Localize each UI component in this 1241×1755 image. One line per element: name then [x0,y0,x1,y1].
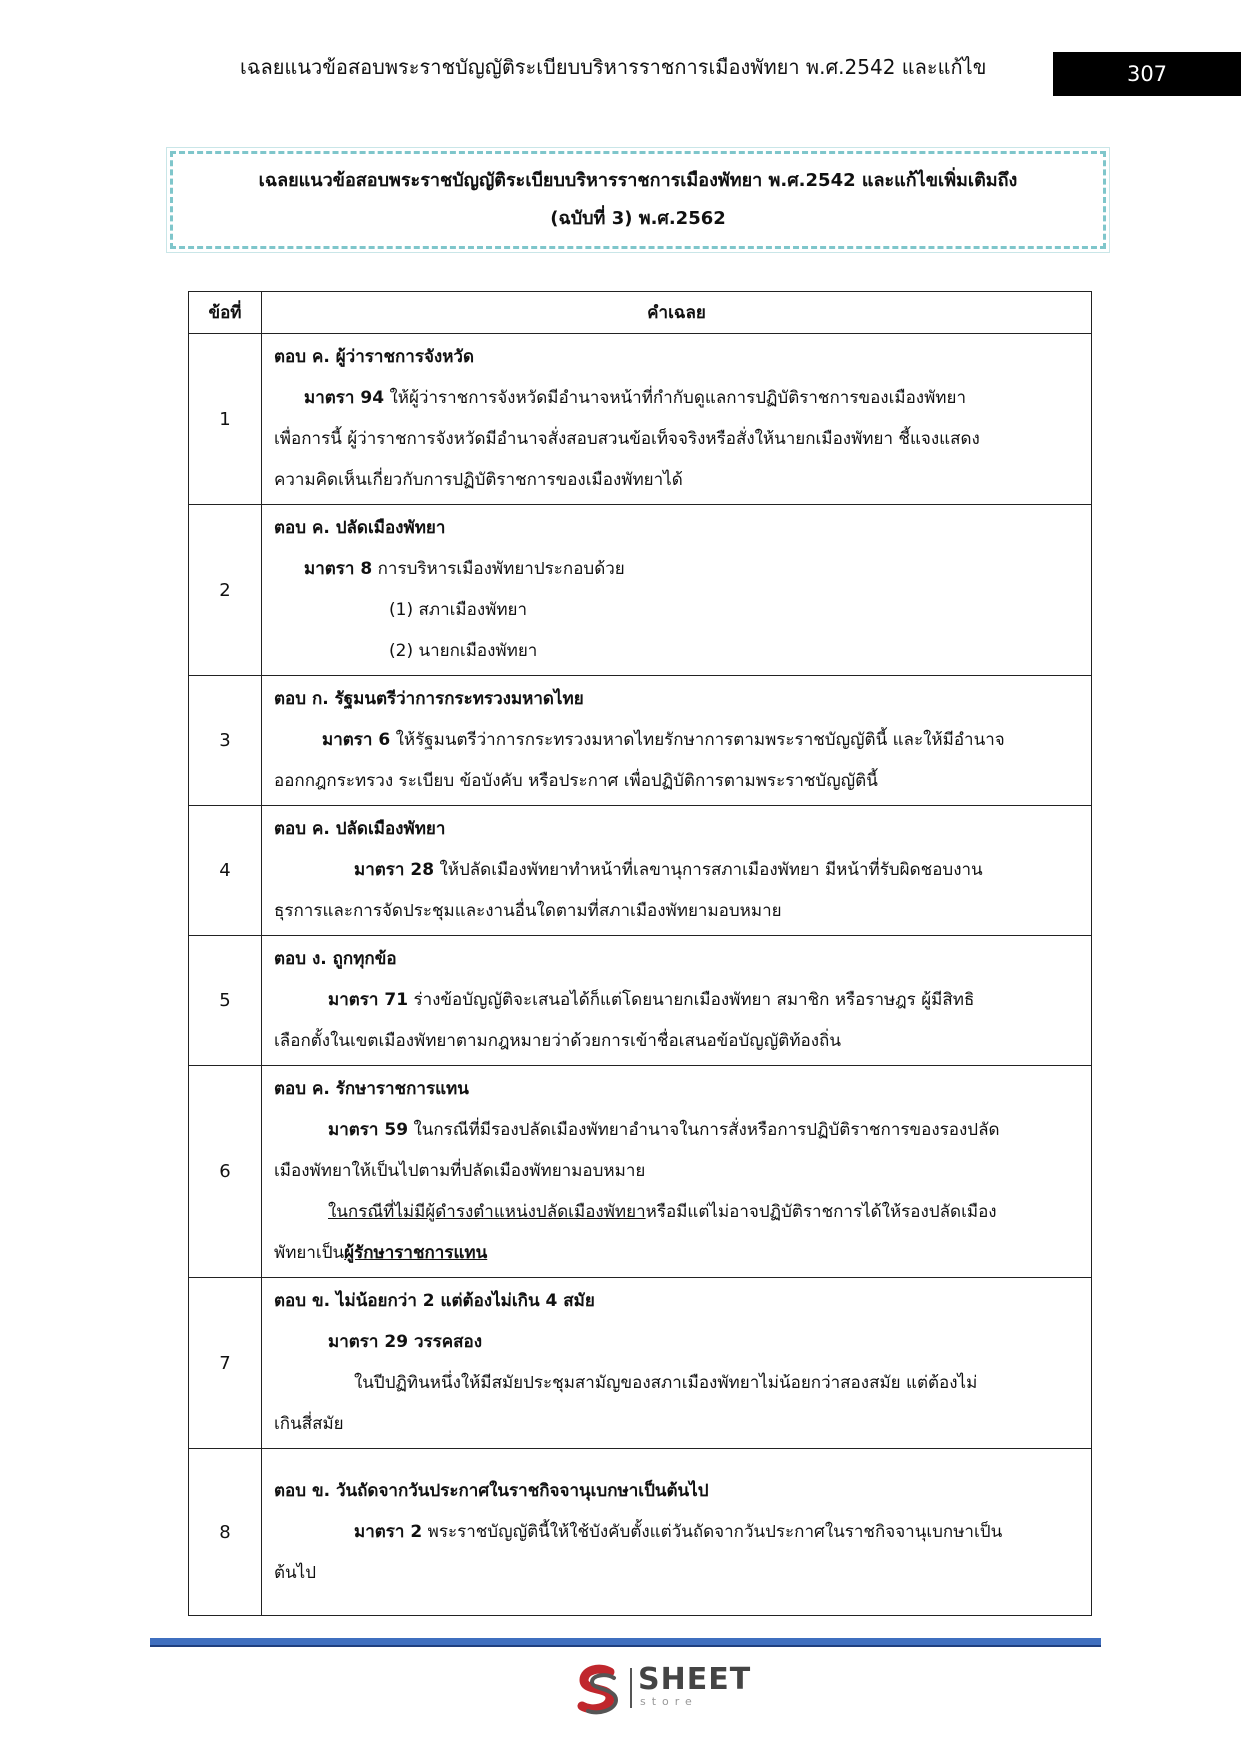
law-section: มาตรา 6 [322,730,391,750]
law-list-item: (1) สภาเมืองพัทยา [389,600,528,620]
answer-choice: ตอบ ค. ผู้ว่าราชการจังหวัด [274,347,474,367]
logo-wordmark: SHEET [638,1662,752,1697]
answer-choice: ตอบ ค. รักษาราชการแทน [274,1079,469,1099]
answer-choice: ตอบ ค. ปลัดเมืองพัทยา [274,518,446,538]
table-header-row [189,292,1092,334]
law-section: มาตรา 29 วรรคสอง [328,1332,483,1352]
law-text-line: เกินสี่สมัย [274,1414,344,1434]
answer-choice: ตอบ ข. วันถัดจากวันประกาศในราชกิจจานุเบกษาเป็นต้นไป [274,1480,709,1501]
law-text-line: มาตรา 6 ให้รัฐมนตรีว่าการกระทรวงมหาดไทยรักษาการตามพระราชบัญญัตินี้ และให้มีอำนาจ [322,730,1005,750]
underlined-clause: ในกรณีที่ไม่มีผู้ดำรงตำแหน่งปลัดเมืองพัทยา [328,1202,646,1222]
running-header-title: เฉลยแนวข้อสอบพระราชบัญญัติระเบียบบริหารราชการเมืองพัทยา พ.ศ.2542 และแก้ไข [240,55,987,79]
law-text-line: ต้นไป [274,1562,317,1583]
law-section: มาตรา 71 [328,990,409,1010]
answer-cell [262,676,1092,806]
law-text-line: เมืองพัทยาให้เป็นไปตามที่ปลัดเมืองพัทยามอบหมาย [274,1161,646,1181]
question-number: 2 [189,505,262,676]
logo-separator [630,1668,632,1708]
law-section: มาตรา 28 [354,860,435,880]
answer-cell [262,505,1092,676]
column-header-answer: คำเฉลย [262,292,1092,334]
answer-cell [262,334,1092,505]
law-text-line: เพื่อการนี้ ผู้ว่าราชการจังหวัดมีอำนาจสั่งสอบสวนข้อเท็จจริงหรือสั่งให้นายกเมืองพัทยา ชี้แจงแสดง [274,429,980,449]
law-list-item: (2) นายกเมืองพัทยา [389,641,538,661]
question-number: 8 [189,1449,262,1616]
table-row [189,936,1092,1066]
law-text-line: มาตรา 71 ร่างข้อบัญญัติจะเสนอได้ก็แต่โดยนายกเมืองพัทยา สมาชิก หรือราษฎร ผู้มีสิทธิ [328,990,975,1010]
answer-choice: ตอบ ข. ไม่น้อยกว่า 2 แต่ต้องไม่เกิน 4 สมัย [274,1291,595,1311]
table-row [189,1278,1092,1449]
table-row [189,505,1092,676]
law-section: มาตรา 94 [304,388,385,408]
question-number: 5 [189,936,262,1066]
table-row [189,676,1092,806]
answer-cell [262,806,1092,936]
footer-rule [150,1638,1101,1647]
column-header-number: ข้อที่ [189,292,262,334]
sheet-store-logo [570,1662,750,1718]
law-text-line: มาตรา 8 การบริหารเมืองพัทยาประกอบด้วย [304,559,625,579]
question-number: 4 [189,806,262,936]
law-text-line: ธุรการและการจัดประชุมและงานอื่นใดตามที่สภาเมืองพัทยามอบหมาย [274,901,782,921]
sheet-store-logo-icon [570,1662,626,1718]
section-title-line2: (ฉบับที่ 3) พ.ศ.2562 [550,208,726,229]
table-row [189,806,1092,936]
law-section: มาตรา 59 [328,1120,409,1140]
question-number: 1 [189,334,262,505]
highlighted-answer-term: ผู้รักษาราชการแทน [344,1243,488,1263]
law-text-line: มาตรา 28 ให้ปลัดเมืองพัทยาทำหน้าที่เลขานุการสภาเมืองพัทยา มีหน้าที่รับผิดชอบงาน [354,860,983,880]
law-text-line: พัทยาเป็นผู้รักษาราชการแทน [274,1243,488,1263]
law-section: มาตรา 8 [304,559,373,579]
answer-cell [262,936,1092,1066]
law-text-line: มาตรา 2 พระราชบัญญัตินี้ให้ใช้บังคับตั้งแต่วันถัดจากวันประกาศในราชกิจจานุเบกษาเป็น [354,1521,1003,1542]
answer-cell [262,1449,1092,1616]
law-text-line: เลือกตั้งในเขตเมืองพัทยาตามกฎหมายว่าด้วยการเข้าชื่อเสนอข้อบัญญัติท้องถิ่น [274,1031,841,1051]
law-text-line: ความคิดเห็นเกี่ยวกับการปฏิบัติราชการของเมืองพัทยาได้ [274,470,683,490]
page-number: 307 [1053,52,1241,96]
answer-choice: ตอบ ค. ปลัดเมืองพัทยา [274,819,446,839]
answer-cell [262,1066,1092,1278]
table-row [189,334,1092,505]
answer-choice: ตอบ ง. ถูกทุกข้อ [274,949,397,969]
law-text-line: มาตรา 59 ในกรณีที่มีรองปลัดเมืองพัทยาอำนาจในการสั่งหรือการปฏิบัติราชการของรองปลัด [328,1120,1000,1140]
table-row [189,1066,1092,1278]
question-number: 3 [189,676,262,806]
law-section: มาตรา 2 [354,1521,423,1542]
answer-choice: ตอบ ก. รัฐมนตรีว่าการกระทรวงมหาดไทย [274,689,584,709]
question-number: 7 [189,1278,262,1449]
law-text-line: ออกกฎกระทรวง ระเบียบ ข้อบังคับ หรือประกาศ เพื่อปฏิบัติการตามพระราชบัญญัตินี้ [274,771,878,791]
table-row [189,1449,1092,1616]
answer-cell [262,1278,1092,1449]
law-text-line: ในกรณีที่ไม่มีผู้ดำรงตำแหน่งปลัดเมืองพัทยาหรือมีแต่ไม่อาจปฏิบัติราชการได้ให้รองปลัดเมือง [328,1202,997,1222]
logo-subtitle: store [640,1695,698,1708]
question-number: 6 [189,1066,262,1278]
section-title-box [170,151,1106,249]
section-title-line1: เฉลยแนวข้อสอบพระราชบัญญัติระเบียบบริหารราชการเมืองพัทยา พ.ศ.2542 และแก้ไขเพิ่มเติมถึง [258,170,1018,191]
law-text-line: ในปีปฏิทินหนึ่งให้มีสมัยประชุมสามัญของสภาเมืองพัทยาไม่น้อยกว่าสองสมัย แต่ต้องไม่ [354,1373,978,1393]
law-text-line: มาตรา 94 ให้ผู้ว่าราชการจังหวัดมีอำนาจหน้าที่กำกับดูแลการปฏิบัติราชการของเมืองพัทยา [304,388,967,408]
answer-key-table [188,291,1092,1616]
